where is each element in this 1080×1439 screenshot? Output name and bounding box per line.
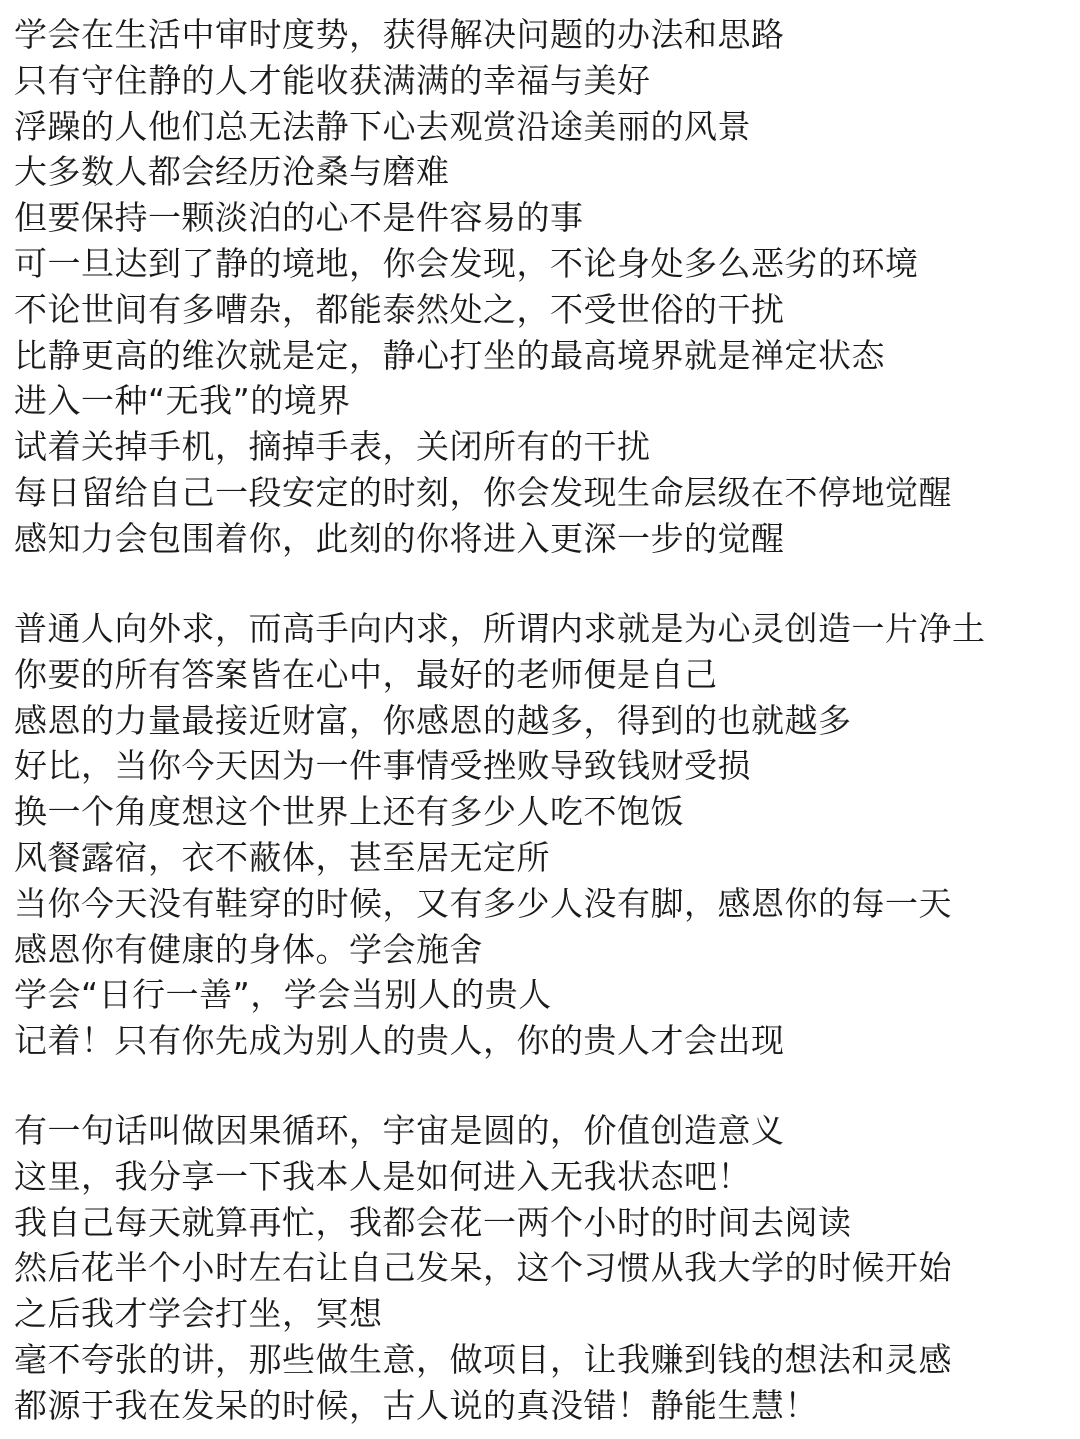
text-line: 都源于我在发呆的时候，古人说的真没错！静能生慧！	[14, 1385, 818, 1425]
text-line: 大多数人都会经历沧桑与磨难	[14, 152, 450, 192]
text-line: 感恩你有健康的身体。学会施舍	[14, 929, 483, 969]
text-line: 学会“日行一善”，学会当别人的贵人	[14, 975, 552, 1015]
text-line: 学会在生活中审时度势，获得解决问题的办法和思路	[14, 15, 785, 54]
text-line: 感恩的力量最接近财富，你感恩的越多，得到的也就越多	[14, 700, 852, 740]
text-line: 每日留给自己一段安定的时刻，你会发现生命层级在不停地觉醒	[14, 472, 952, 512]
text-line: 记着！只有你先成为别人的贵人，你的贵人才会出现	[14, 1021, 785, 1061]
paragraph-1	[14, 12, 1074, 562]
text-line: 感知力会包围着你，此刻的你将进入更深一步的觉醒	[14, 518, 785, 558]
text-line: 普通人向外求，而高手向内求，所谓内求就是为心灵创造一片净土	[14, 609, 986, 648]
text-line: 好比，当你今天因为一件事情受挫败导致钱财受损	[14, 746, 751, 786]
text-line: 进入一种“无我”的境界	[14, 381, 351, 421]
text-line: 但要保持一颗淡泊的心不是件容易的事	[14, 198, 584, 238]
paragraph-2	[14, 606, 1074, 1064]
text-line: 之后我才学会打坐，冥想	[14, 1294, 383, 1334]
text-line: 试着关掉手机，摘掉手表，关闭所有的干扰	[14, 427, 651, 467]
paragraph-3	[14, 1108, 1074, 1429]
text-line: 可一旦达到了静的境地，你会发现，不论身处多么恶劣的环境	[14, 243, 919, 283]
text-line: 毫不夸张的讲，那些做生意，做项目，让我赚到钱的想法和灵感	[14, 1339, 952, 1379]
text-line: 然后花半个小时左右让自己发呆，这个习惯从我大学的时候开始	[14, 1248, 952, 1288]
text-line: 比静更高的维次就是定，静心打坐的最高境界就是禅定状态	[14, 335, 885, 375]
text-line: 你要的所有答案皆在心中，最好的老师便是自己	[14, 654, 718, 694]
text-line: 这里，我分享一下我本人是如何进入无我状态吧！	[14, 1156, 751, 1196]
text-line: 风餐露宿，衣不蔽体，甚至居无定所	[14, 837, 550, 877]
text-line: 我自己每天就算再忙，我都会花一两个小时的时间去阅读	[14, 1202, 852, 1242]
text-line: 有一句话叫做因果循环，宇宙是圆的，价值创造意义	[14, 1111, 785, 1150]
text-line: 浮躁的人他们总无法静下心去观赏沿途美丽的风景	[14, 106, 751, 146]
text-line: 当你今天没有鞋穿的时候，又有多少人没有脚，感恩你的每一天	[14, 883, 952, 923]
text-line: 只有守住静的人才能收获满满的幸福与美好	[14, 60, 651, 100]
text-line: 换一个角度想这个世界上还有多少人吃不饱饭	[14, 792, 684, 832]
text-line: 不论世间有多嘈杂，都能泰然处之，不受世俗的干扰	[14, 289, 785, 329]
